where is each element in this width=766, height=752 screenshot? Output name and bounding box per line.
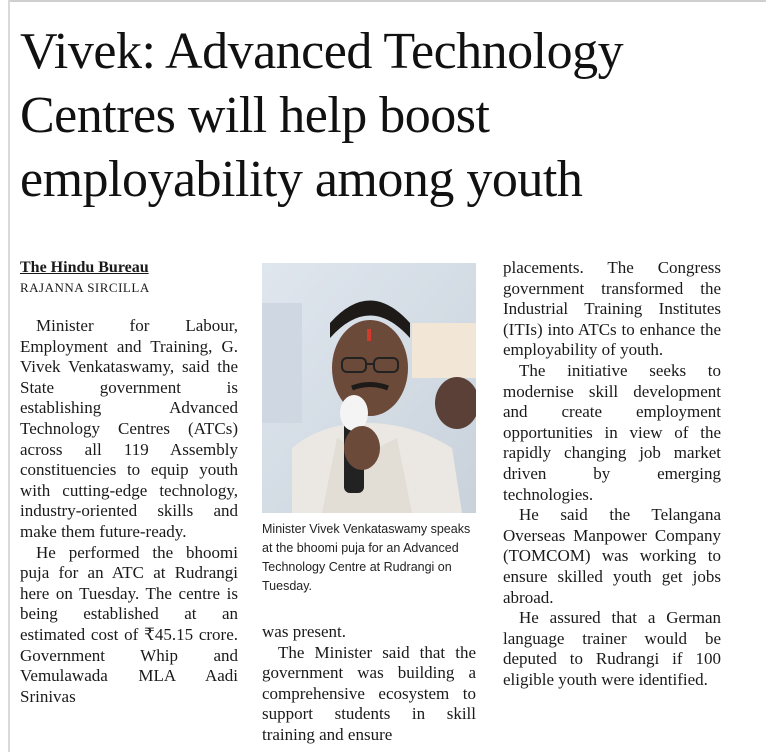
article-column-2 <box>262 622 476 746</box>
article-column-3 <box>503 258 721 690</box>
photo-caption: Minister Vivek Venkataswamy speaks at the bhoomi puja for an Advanced Technology Centre at Rudrangi on Tuesday. <box>262 522 471 593</box>
paragraph: The initiative seeks to modernise skill development and create employment opportunities in view of the rapidly changing job market driven by emerging technologies. <box>503 360 721 504</box>
headline: Vivek: Advanced Technology Centres will help boost employability among youth <box>20 23 624 208</box>
paragraph: He assured that a German language trainer would be deputed to Rudrangi if 100 eligible youth were identified. <box>503 608 721 689</box>
paragraph: placements. The Congress government transformed the Industrial Training Institutes (ITIs) into ATCs to enhance the employability of youth. <box>503 258 721 360</box>
top-rule <box>8 0 766 2</box>
left-rule <box>8 0 10 752</box>
minister-photo-image <box>262 263 476 513</box>
paragraph: was present. <box>262 622 347 641</box>
byline-place: RAJANNA SIRCILLA <box>20 280 150 295</box>
article-photo <box>262 263 476 513</box>
paragraph: Minister for Labour, Employment and Training, G. Vivek Venkataswamy, said the State government is establishing Advanced Technology Centres (ATCs) across all 119 Assembly constituencies to equip youth with cutting-edge technology, industry-oriented skills and make them future-ready. <box>20 316 238 541</box>
article-column-1 <box>20 258 238 707</box>
paragraph: The Minister said that the government was building a comprehensive ecosystem to support students in skill training and ensure <box>262 642 476 744</box>
paragraph: He said the Telangana Overseas Manpower Company (TOMCOM) was working to ensure skilled youth get jobs abroad. <box>503 505 721 607</box>
byline-name: The Hindu Bureau <box>20 259 149 276</box>
paragraph: He performed the bhoomi puja for an ATC at Rudrangi here on Tuesday. The centre is being established at an estimated cost of ₹45.15 crore. Government Whip and Vemulawada MLA Aadi Srinivas <box>20 542 238 706</box>
